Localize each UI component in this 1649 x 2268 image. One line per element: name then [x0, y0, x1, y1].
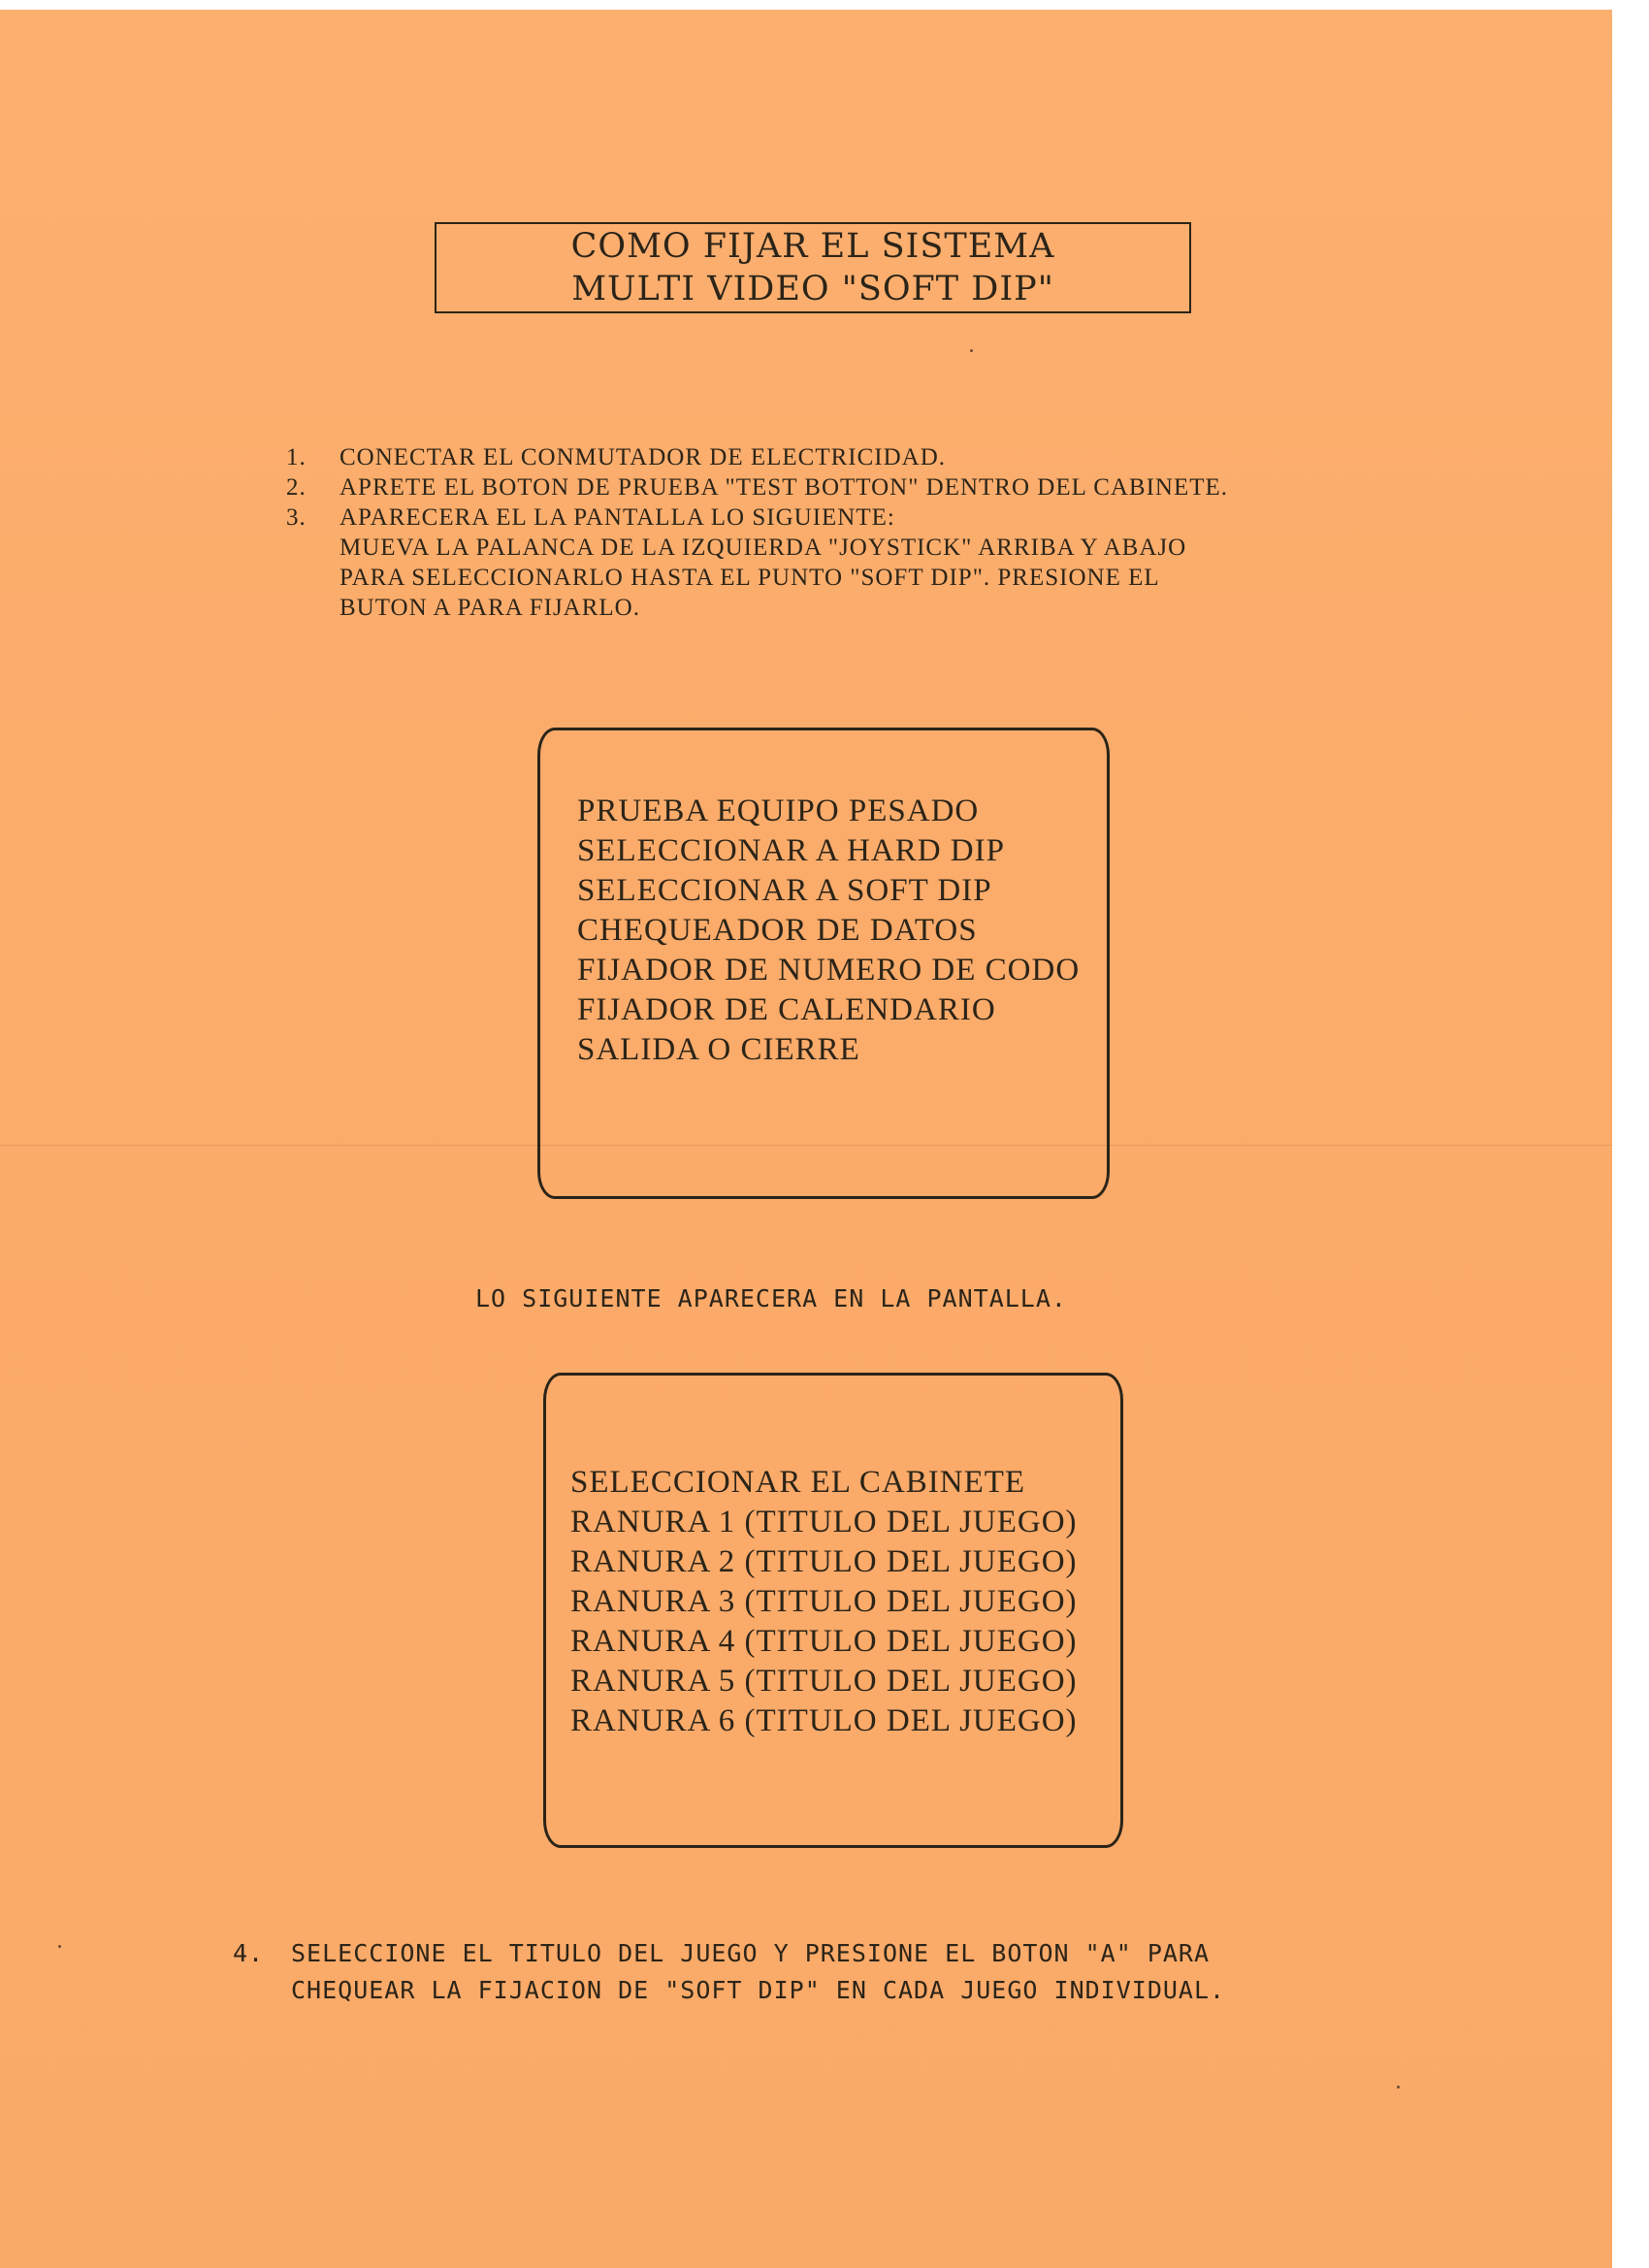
paper-speck	[1397, 2086, 1400, 2089]
title-line-2: MULTI VIDEO "SOFT DIP"	[571, 270, 1054, 308]
screen-line: RANURA 3 (TITULO DEL JUEGO)	[570, 1584, 1078, 1619]
step-number: 4.	[233, 1939, 265, 1967]
instruction-steps	[286, 442, 1373, 623]
screen-diagram-cabinet	[543, 1373, 1123, 1848]
screen-line: RANURA 2 (TITULO DEL JUEGO)	[570, 1544, 1078, 1579]
step-number: 3.	[286, 504, 307, 531]
step-text: APARECERA EL LA PANTALLA LO SIGUIENTE: MUEVA LA PALANCA DE LA IZQUIERDA "JOYSTICK" ARRIBA Y ABAJO PARA SELECCIONARLO HASTA EL PUNTO "SOFT DIP". PRESIONE EL BUTON A PARA FIJARLO.	[340, 504, 1187, 621]
paper-sheet	[0, 10, 1612, 2268]
paper-speck	[970, 349, 973, 352]
step-item	[286, 502, 1373, 623]
screen-line: FIJADOR DE NUMERO DE CODO	[577, 953, 1081, 988]
step-text: SELECCIONE EL TITULO DEL JUEGO Y PRESIONE EL BOTON "A" PARA CHEQUEAR LA FIJACION DE "SOFT DIP" EN CADA JUEGO INDIVIDUAL.	[291, 1939, 1226, 2004]
screen-line: SELECCIONAR A SOFT DIP	[577, 873, 992, 908]
screen-cabinet-lines	[570, 1463, 1078, 1741]
step-text: CONECTAR EL CONMUTADOR DE ELECTRICIDAD.	[340, 444, 947, 470]
screen-line: PRUEBA EQUIPO PESADO	[577, 794, 980, 828]
screen-line: SELECCIONAR A HARD DIP	[577, 833, 1005, 868]
step-4	[233, 1935, 1494, 2009]
step-item	[286, 472, 1373, 502]
screen-line: RANURA 5 (TITULO DEL JUEGO)	[570, 1664, 1078, 1699]
screen-line: RANURA 4 (TITULO DEL JUEGO)	[570, 1624, 1078, 1659]
step-number: 2.	[286, 474, 307, 501]
screen-menu-lines	[577, 792, 1080, 1070]
screen-line: FIJADOR DE CALENDARIO	[577, 992, 996, 1027]
screen-line: RANURA 6 (TITULO DEL JUEGO)	[570, 1703, 1078, 1738]
step-text: APRETE EL BOTON DE PRUEBA "TEST BOTTON" DENTRO DEL CABINETE.	[340, 474, 1229, 501]
title-line-1: COMO FIJAR EL SISTEMA	[570, 227, 1055, 266]
screen-diagram-menu	[537, 728, 1110, 1199]
step-item	[286, 442, 1373, 472]
screen-line: RANURA 1 (TITULO DEL JUEGO)	[570, 1505, 1078, 1539]
title-box	[435, 222, 1191, 313]
screen-line: SALIDA O CIERRE	[577, 1032, 860, 1067]
screen-line: CHEQUEADOR DE DATOS	[577, 913, 978, 948]
caption-text: LO SIGUIENTE APARECERA EN LA PANTALLA.	[475, 1284, 1067, 1312]
screen-line: SELECCIONAR EL CABINETE	[570, 1465, 1026, 1500]
step-number: 1.	[286, 444, 307, 470]
paper-speck	[58, 1945, 61, 1948]
